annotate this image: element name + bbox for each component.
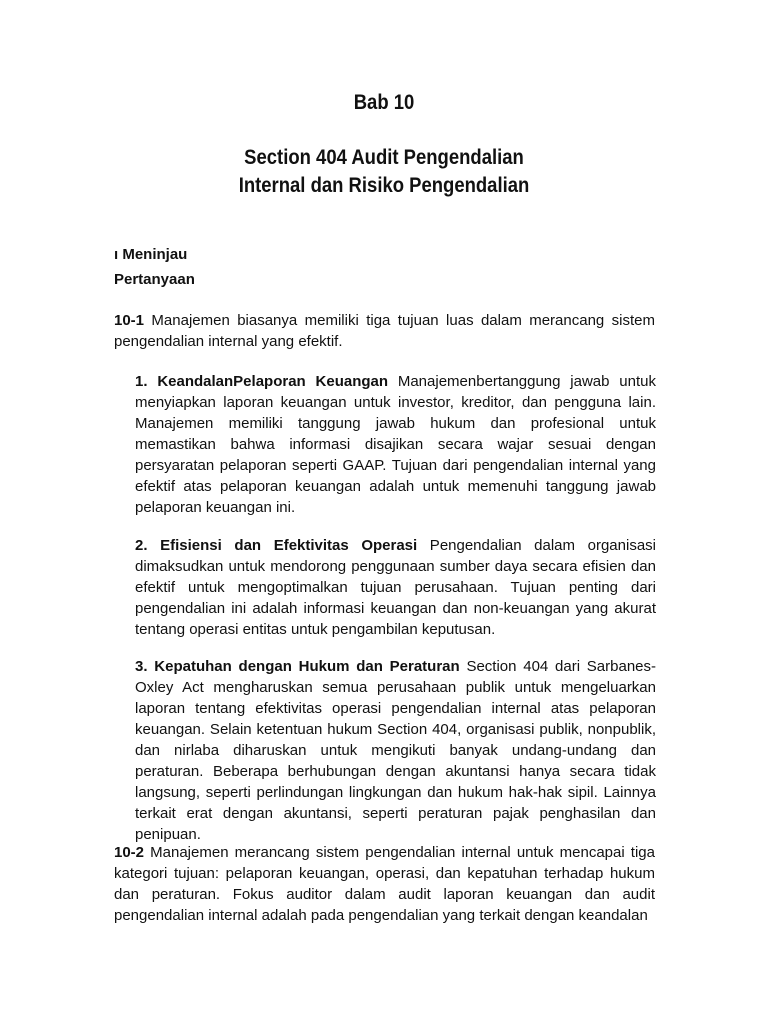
question-10-1 [114,310,655,352]
question-text: Manajemen biasanya memiliki tiga tujuan luas dalam merancang sistem pengendalian internal yang efektif. [114,312,655,350]
question-10-2 [114,842,655,926]
chapter-number: Bab 10 [353,91,415,114]
question-number: 10-1 [114,312,145,329]
list-item-heading: 3. Kepatuhan dengan Hukum dan Peraturan [135,658,460,675]
list-item-text: Manajemenbertanggung jawab untuk menyiapkan laporan keuangan untuk investor, kreditor, dan pengguna lain. Manajemen memiliki tanggung jawab hukum dan profesional untuk memastikan bahwa informasi disajikan secara wajar sesuai dengan persyaratan pelaporan seperti GAAP. Tujuan dari pengendalian internal yang efektif atas pelaporan keuangan adalah untuk memenuhi tanggung jawab pelaporan keuangan ini. [135,373,656,516]
list-item-heading: 2. Efisiensi dan Efektivitas Operasi [135,537,418,554]
chapter-title-line-1: Section 404 Audit Pengendalian [244,146,524,169]
list-item-3 [135,656,656,845]
list-item-1 [135,371,656,518]
chapter-title-line-2: Internal dan Risiko Pengendalian [238,174,530,197]
list-item-2 [135,535,656,640]
question-number: 10-2 [114,844,145,861]
section-subheading: Pertanyaan [114,271,195,288]
list-item-text: Pengendalian dalam organisasi dimaksudkan untuk mendorong penggunaan sumber daya secara efisien dan efektif untuk mengoptimalkan tujuan perusahaan. Tujuan penting dari pengendalian ini adalah informasi keuangan dan non-keuangan yang akurat tentang operasi entitas untuk pengambilan keputusan. [135,537,657,638]
list-item-heading: 1. KeandalanPelaporan Keuangan [135,373,389,390]
list-item-text: Section 404 dari Sarbanes-Oxley Act mengharuskan semua perusahaan publik untuk mengeluarkan laporan tentang efektivitas operasi pengendalian internal atas pelaporan keuangan. Selain ketentuan hukum Section 404, organisasi publik, nonpublik, dan nirlaba diharuskan untuk mengikuti banyak undang-undang dan peraturan. Beberapa berhubungan dengan akuntansi hanya secara tidak langsung, seperti perlindungan lingkungan dan hukum hak-hak sipil. Lainnya terkait erat dengan akuntansi, seperti peraturan pajak penghasilan dan penipuan. [135,658,657,843]
section-heading: ı Meninjau [114,246,188,263]
question-text: Manajemen merancang sistem pengendalian internal untuk mencapai tiga kategori tujuan: pelaporan keuangan, operasi, dan kepatuhan terhadap hukum dan peraturan. Fokus auditor dalam audit laporan keuangan dan audit pengendalian internal adalah pada pengendalian yang terkait dengan keandalan [114,844,655,924]
